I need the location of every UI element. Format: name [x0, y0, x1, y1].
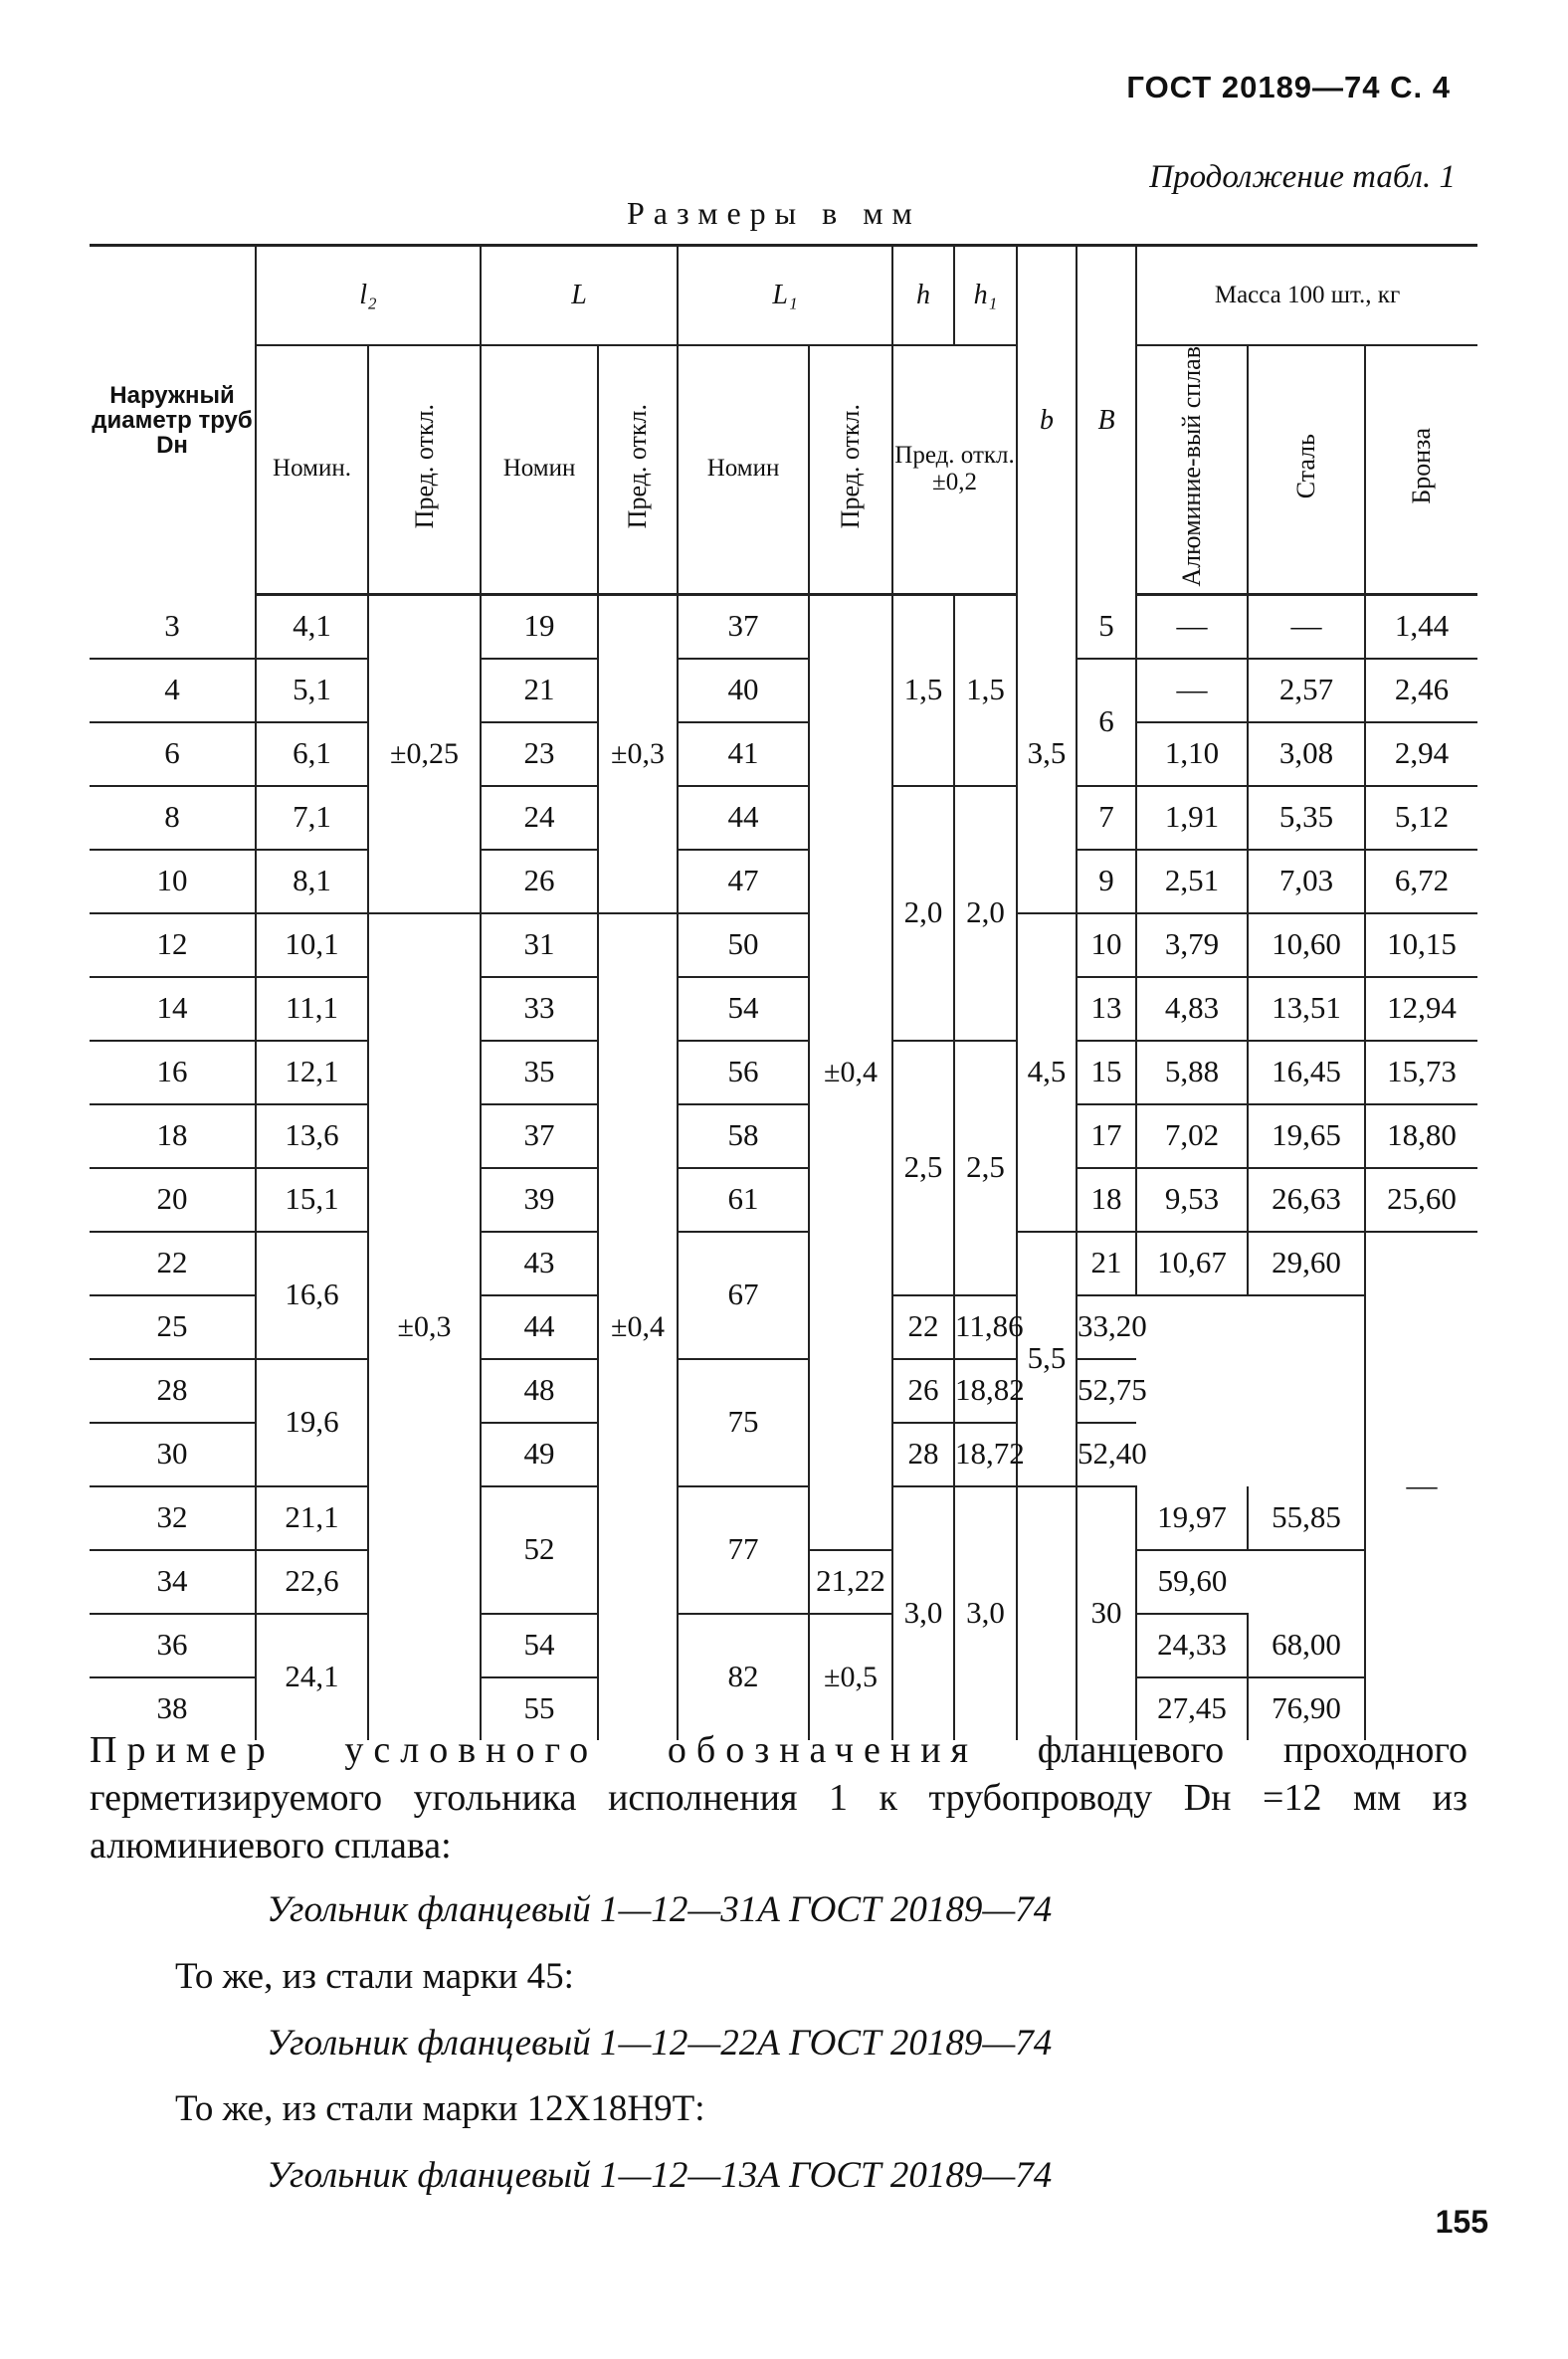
cell-b: 4,5 — [1017, 913, 1077, 1232]
cell-l2: 19,6 — [256, 1359, 368, 1486]
cell-mass-aluminium: 18,72 — [954, 1423, 1017, 1486]
cell-diameter: 16 — [90, 1041, 256, 1104]
cell-B: 28 — [892, 1423, 954, 1486]
header-L1-nominal: Номин — [678, 345, 809, 595]
table-row — [90, 977, 1477, 1041]
header-B: B — [1077, 246, 1136, 595]
cell-L1: 37 — [678, 594, 809, 659]
cell-mass-steel: 59,60 — [1136, 1550, 1248, 1614]
cell-L1: 61 — [678, 1168, 809, 1232]
cell-L1: 47 — [678, 850, 809, 913]
cell-l2: 4,1 — [256, 594, 368, 659]
cell-mass-steel: 55,85 — [1248, 1486, 1365, 1550]
cell-L1: 56 — [678, 1041, 809, 1104]
cell-L: 23 — [481, 722, 598, 786]
table-row — [90, 1486, 1477, 1550]
cell-h1: 2,5 — [954, 1041, 1017, 1295]
cell-L: 33 — [481, 977, 598, 1041]
cell-L1: 54 — [678, 977, 809, 1041]
cell-mass-steel: 13,51 — [1248, 977, 1365, 1041]
cell-mass-steel: 7,03 — [1248, 850, 1365, 913]
cell-B: 26 — [892, 1359, 954, 1423]
table-row — [90, 913, 1477, 977]
cell-mass-aluminium: 1,10 — [1136, 722, 1248, 786]
cell-mass-steel: 19,65 — [1248, 1104, 1365, 1168]
cell-diameter: 20 — [90, 1168, 256, 1232]
cell-l2-tolerance: ±0,3 — [368, 913, 481, 1740]
cell-mass-steel: 76,90 — [1248, 1677, 1365, 1740]
same-steel-12x18n9t-label: То же, из стали марки 12Х18Н9Т: — [175, 2088, 705, 2129]
cell-L: 54 — [481, 1614, 598, 1677]
cell-l2: 6,1 — [256, 722, 368, 786]
cell-diameter: 14 — [90, 977, 256, 1041]
cell-mass-steel: — — [1248, 594, 1365, 659]
header-l2-deviation: Пред. откл. — [368, 345, 481, 595]
cell-mass-aluminium: 19,97 — [1136, 1486, 1248, 1550]
cell-l2: 16,6 — [256, 1232, 368, 1359]
cell-B: 18 — [1077, 1168, 1136, 1232]
cell-L: 52 — [481, 1486, 598, 1614]
table-row — [90, 786, 1477, 850]
header-h: h — [892, 246, 954, 345]
cell-diameter: 38 — [156, 1690, 188, 1726]
cell-mass-steel: 52,75 — [1077, 1359, 1136, 1423]
cell-diameter: 12 — [90, 913, 256, 977]
cell-L1: 82 — [678, 1614, 809, 1740]
header-L1: L₁ — [678, 246, 892, 345]
cell-L: 44 — [481, 1295, 598, 1359]
cell-h: 3,0 — [892, 1486, 954, 1740]
cell-diameter: 18 — [90, 1104, 256, 1168]
cell-mass-aluminium: 1,91 — [1136, 786, 1248, 850]
cell-mass-bronze: 1,44 — [1365, 594, 1477, 659]
cell-mass-aluminium: 7,02 — [1136, 1104, 1248, 1168]
cell-l2: 10,1 — [256, 913, 368, 977]
header-mass: Масса 100 шт., кг — [1136, 246, 1477, 345]
cell-L1: 44 — [678, 786, 809, 850]
cell-diameter: 6 — [90, 722, 256, 786]
cell-mass-steel: 16,45 — [1248, 1041, 1365, 1104]
table-row — [90, 722, 1477, 786]
cell-diameter: 10 — [90, 850, 256, 913]
header-l2: l₂ — [256, 246, 481, 345]
table-row — [90, 1359, 1477, 1423]
example-paragraph — [90, 1726, 1468, 1869]
cell-mass-aluminium: — — [1136, 594, 1248, 659]
cell-B: 9 — [1077, 850, 1136, 913]
header-h1: h₁ — [954, 246, 1017, 345]
example-intro-spaced: Пример условного обозначения — [90, 1729, 979, 1771]
cell-L: 31 — [481, 913, 598, 977]
cell-mass-steel: 2,57 — [1248, 659, 1365, 722]
page-header: ГОСТ 20189—74 С. 4 — [1126, 70, 1451, 104]
cell-L: 39 — [481, 1168, 598, 1232]
table-row — [90, 1104, 1477, 1168]
cell-l2: 8,1 — [256, 850, 368, 913]
cell-mass-bronze: 25,60 — [1365, 1168, 1477, 1232]
page-number: 155 — [1435, 2204, 1488, 2240]
cell-mass-steel: 26,63 — [1248, 1168, 1365, 1232]
cell-l2: 21,1 — [256, 1486, 368, 1550]
cell-diameter: 34 — [90, 1550, 256, 1614]
continuation-label: Продолжение табл. 1 — [1149, 159, 1456, 195]
header-L-deviation: Пред. откл. — [598, 345, 678, 595]
cell-l2: 11,1 — [256, 977, 368, 1041]
table-row — [90, 1041, 1477, 1104]
cell-diameter: 30 — [90, 1423, 256, 1486]
header-mass-bronze: Бронза — [1365, 345, 1477, 595]
cell-B: 30 — [1077, 1486, 1136, 1740]
cell-L1: 67 — [678, 1232, 809, 1359]
cell-h: 2,5 — [892, 1041, 954, 1295]
units-label: Размеры в мм — [627, 195, 921, 231]
table-row — [90, 594, 1477, 659]
cell-mass-aluminium: 18,82 — [954, 1359, 1017, 1423]
cell-L1-tolerance: ±0,5 — [809, 1614, 892, 1740]
cell-L-tolerance: ±0,3 — [598, 594, 678, 913]
cell-mass-bronze: 10,15 — [1365, 913, 1477, 977]
cell-mass-aluminium: 9,53 — [1136, 1168, 1248, 1232]
header-b: b — [1017, 246, 1077, 595]
designation-example-steel-45: Угольник фланцевый 1—12—22А ГОСТ 20189—74 — [267, 2023, 1053, 2064]
designation-example-aluminium: Угольник фланцевый 1—12—31А ГОСТ 20189—74 — [267, 1889, 1053, 1930]
cell-L1: 40 — [678, 659, 809, 722]
cell-L: 37 — [481, 1104, 598, 1168]
cell-l2: 7,1 — [256, 786, 368, 850]
cell-L: 19 — [481, 594, 598, 659]
cell-diameter: 3 — [90, 594, 256, 659]
cell-mass-aluminium: 27,45 — [1136, 1677, 1248, 1740]
table-row — [90, 659, 1477, 722]
cell-mass-aluminium: — — [1136, 659, 1248, 722]
cell-mass-bronze: — — [1365, 1232, 1477, 1740]
cell-B: 13 — [1077, 977, 1136, 1041]
cell-L1: 77 — [678, 1486, 809, 1614]
dimensions-table — [90, 244, 1477, 1740]
cell-mass-aluminium: 3,79 — [1136, 913, 1248, 977]
cell-mass-aluminium: 5,88 — [1136, 1041, 1248, 1104]
cell-diameter: 28 — [90, 1359, 256, 1423]
cell-mass-steel: 3,08 — [1248, 722, 1365, 786]
cell-mass-aluminium: 4,83 — [1136, 977, 1248, 1041]
cell-b: 3,5 — [1017, 594, 1077, 913]
cell-B: 6 — [1077, 659, 1136, 786]
cell-B: 15 — [1077, 1041, 1136, 1104]
cell-mass-aluminium: 24,33 — [1136, 1614, 1248, 1677]
cell-B: 21 — [1077, 1232, 1136, 1295]
cell-mass-steel: 5,35 — [1248, 786, 1365, 850]
example-intro-rest: фланцевого проходного герметизируемого угольника исполнения 1 к трубопроводу Dн =12 мм из алюминиевого сплава: — [90, 1729, 1468, 1867]
cell-diameter: 25 — [90, 1295, 256, 1359]
same-steel-45-label: То же, из стали марки 45: — [175, 1956, 574, 1997]
cell-B: 10 — [1077, 913, 1136, 977]
cell-mass-steel: 52,40 — [1077, 1423, 1136, 1486]
cell-mass-bronze: 2,46 — [1365, 659, 1477, 722]
table-row — [90, 1168, 1477, 1232]
cell-mass-bronze: 2,94 — [1365, 722, 1477, 786]
cell-mass-aluminium: 11,86 — [954, 1295, 1017, 1359]
cell-diameter: 36 — [90, 1614, 256, 1677]
header-L: L — [481, 246, 678, 345]
header-outer-diameter: Наружный диаметр труб Dн — [90, 246, 256, 595]
cell-l2-tolerance: ±0,25 — [368, 594, 481, 913]
cell-diameter: 8 — [90, 786, 256, 850]
header-mass-steel: Сталь — [1248, 345, 1365, 595]
header-h-deviation: Пред. откл. ±0,2 — [892, 345, 1017, 595]
cell-L1: 58 — [678, 1104, 809, 1168]
cell-L: 43 — [481, 1232, 598, 1295]
cell-L1: 41 — [678, 722, 809, 786]
cell-mass-bronze: 5,12 — [1365, 786, 1477, 850]
cell-h: 1,5 — [892, 594, 954, 786]
cell-l2: 5,1 — [256, 659, 368, 722]
cell-L1-tolerance: ±0,4 — [809, 594, 892, 1550]
designation-example-steel-12x18n9t: Угольник фланцевый 1—12—13А ГОСТ 20189—74 — [267, 2155, 1053, 2196]
cell-L: 49 — [481, 1423, 598, 1486]
cell-B: 17 — [1077, 1104, 1136, 1168]
cell-L: 26 — [481, 850, 598, 913]
cell-mass-aluminium: 10,67 — [1136, 1232, 1248, 1295]
table-row — [90, 1232, 1477, 1295]
cell-B: 7 — [1077, 786, 1136, 850]
cell-L: 21 — [481, 659, 598, 722]
header-L1-deviation: Пред. откл. — [809, 345, 892, 595]
cell-diameter: 4 — [90, 659, 256, 722]
table-row — [90, 1614, 1477, 1677]
cell-mass-bronze: 15,73 — [1365, 1041, 1477, 1104]
header-mass-aluminium: Алюминие-вый сплав — [1136, 345, 1248, 595]
cell-l2: 24,1 — [256, 1614, 368, 1740]
cell-b: 5,5 — [1017, 1232, 1077, 1486]
cell-mass-bronze: 18,80 — [1365, 1104, 1477, 1168]
cell-L: 35 — [481, 1041, 598, 1104]
cell-h1: 1,5 — [954, 594, 1017, 786]
cell-mass-bronze: 12,94 — [1365, 977, 1477, 1041]
header-l2-nominal: Номин. — [256, 345, 368, 595]
cell-h: 2,0 — [892, 786, 954, 1041]
cell-l2: 22,6 — [256, 1550, 368, 1614]
cell-B: 22 — [892, 1295, 954, 1359]
cell-mass-steel: 10,60 — [1248, 913, 1365, 977]
cell-L1: 75 — [678, 1359, 809, 1486]
cell-l2: 15,1 — [256, 1168, 368, 1232]
cell-mass-steel: 33,20 — [1077, 1295, 1136, 1359]
cell-l2: 12,1 — [256, 1041, 368, 1104]
cell-h1: 2,0 — [954, 786, 1017, 1041]
cell-diameter: 22 — [90, 1232, 256, 1295]
cell-mass-bronze: 6,72 — [1365, 850, 1477, 913]
cell-mass-aluminium: 21,22 — [809, 1550, 892, 1614]
cell-L: 24 — [481, 786, 598, 850]
table-row — [90, 850, 1477, 913]
header-L-nominal: Номин — [481, 345, 598, 595]
cell-h1: 3,0 — [954, 1486, 1017, 1740]
cell-L: 48 — [481, 1359, 598, 1423]
cell-mass-steel: 68,00 — [1248, 1614, 1365, 1677]
cell-L: 55 — [481, 1677, 598, 1740]
cell-mass-aluminium: 2,51 — [1136, 850, 1248, 913]
cell-b — [1017, 1486, 1077, 1740]
cell-l2: 13,6 — [256, 1104, 368, 1168]
cell-L1: 50 — [678, 913, 809, 977]
cell-B: 5 — [1077, 594, 1136, 659]
cell-L-tolerance: ±0,4 — [598, 913, 678, 1740]
cell-diameter: 32 — [90, 1486, 256, 1550]
cell-mass-steel: 29,60 — [1248, 1232, 1365, 1295]
